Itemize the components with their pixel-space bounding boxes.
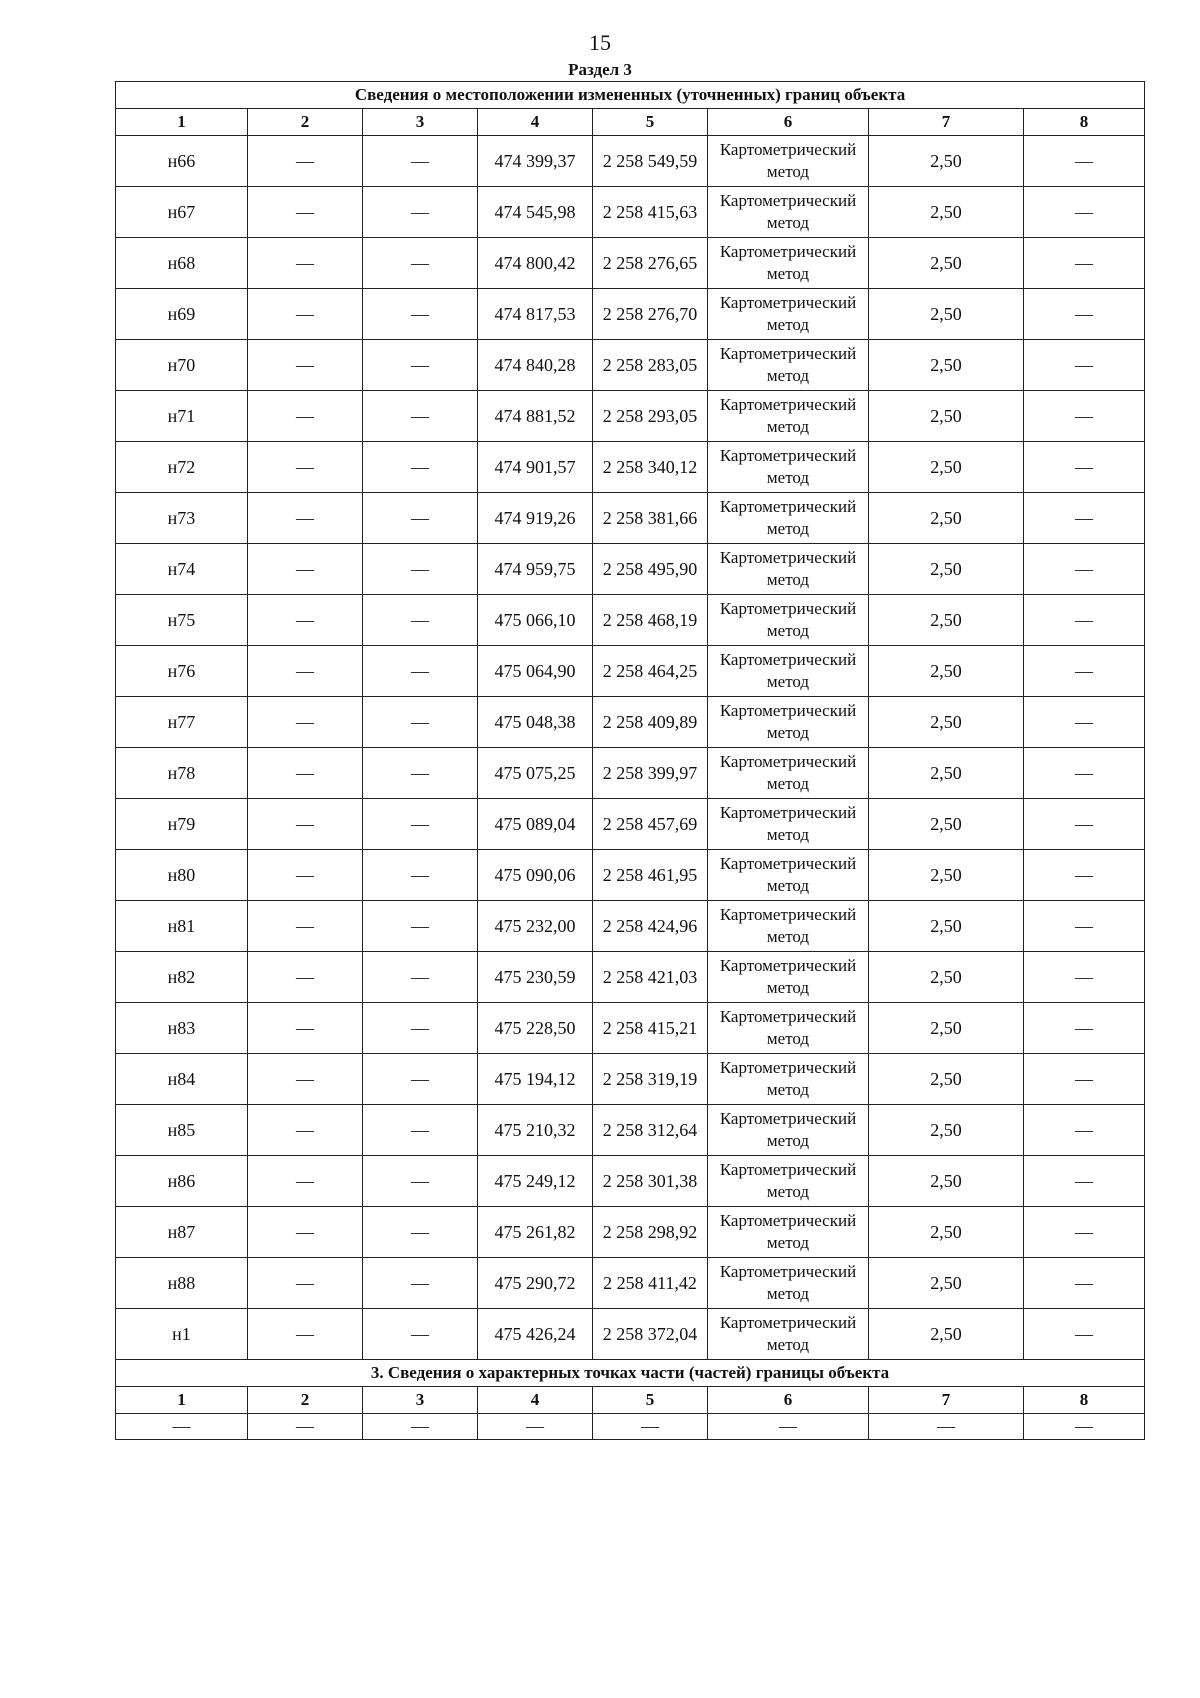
- empty-cell: —: [478, 1414, 593, 1440]
- accuracy-cell: 2,50: [869, 238, 1024, 289]
- column-2-cell: —: [248, 187, 363, 238]
- column-number: 8: [1024, 1387, 1145, 1414]
- x-coordinate-cell: 475 261,82: [478, 1207, 593, 1258]
- column-8-cell: —: [1024, 799, 1145, 850]
- column-8-cell: —: [1024, 1258, 1145, 1309]
- column-3-cell: —: [363, 850, 478, 901]
- column-3-cell: —: [363, 1258, 478, 1309]
- table-row: [116, 646, 1145, 697]
- y-coordinate-cell: 2 258 276,65: [593, 238, 708, 289]
- column-number: 8: [1024, 109, 1145, 136]
- table-row: [116, 1003, 1145, 1054]
- column-number: 3: [363, 1387, 478, 1414]
- column-8-cell: —: [1024, 952, 1145, 1003]
- accuracy-cell: 2,50: [869, 697, 1024, 748]
- column-3-cell: —: [363, 1054, 478, 1105]
- y-coordinate-cell: 2 258 411,42: [593, 1258, 708, 1309]
- point-name-cell: н68: [116, 238, 248, 289]
- table-row: [116, 1309, 1145, 1360]
- accuracy-cell: 2,50: [869, 1258, 1024, 1309]
- column-8-cell: —: [1024, 1003, 1145, 1054]
- accuracy-cell: 2,50: [869, 391, 1024, 442]
- method-cell: Картометрический метод: [708, 595, 869, 646]
- y-coordinate-cell: 2 258 301,38: [593, 1156, 708, 1207]
- method-cell: Картометрический метод: [708, 748, 869, 799]
- column-3-cell: —: [363, 544, 478, 595]
- x-coordinate-cell: 475 048,38: [478, 697, 593, 748]
- x-coordinate-cell: 474 901,57: [478, 442, 593, 493]
- y-coordinate-cell: 2 258 468,19: [593, 595, 708, 646]
- x-coordinate-cell: 474 817,53: [478, 289, 593, 340]
- column-3-cell: —: [363, 238, 478, 289]
- column-number: 6: [708, 109, 869, 136]
- x-coordinate-cell: 474 399,37: [478, 136, 593, 187]
- method-cell: Картометрический метод: [708, 1156, 869, 1207]
- section-heading: Раздел 3: [568, 60, 632, 79]
- y-coordinate-cell: 2 258 409,89: [593, 697, 708, 748]
- y-coordinate-cell: 2 258 421,03: [593, 952, 708, 1003]
- column-2-cell: —: [248, 1054, 363, 1105]
- table-row: [116, 391, 1145, 442]
- accuracy-cell: 2,50: [869, 1309, 1024, 1360]
- table-row: [116, 187, 1145, 238]
- column-2-cell: —: [248, 1309, 363, 1360]
- column-8-cell: —: [1024, 850, 1145, 901]
- table-row: [116, 850, 1145, 901]
- point-name-cell: н70: [116, 340, 248, 391]
- x-coordinate-cell: 475 090,06: [478, 850, 593, 901]
- table-row: [116, 901, 1145, 952]
- table-row: [116, 136, 1145, 187]
- column-2-cell: —: [248, 1207, 363, 1258]
- column-8-cell: —: [1024, 1105, 1145, 1156]
- part-section-title: 3. Сведения о характерных точках части (частей) границы объекта: [116, 1360, 1145, 1387]
- point-name-cell: н76: [116, 646, 248, 697]
- accuracy-cell: 2,50: [869, 646, 1024, 697]
- accuracy-cell: 2,50: [869, 799, 1024, 850]
- method-cell: Картометрический метод: [708, 187, 869, 238]
- x-coordinate-cell: 475 290,72: [478, 1258, 593, 1309]
- column-8-cell: —: [1024, 544, 1145, 595]
- column-number: 4: [478, 1387, 593, 1414]
- table-row: [116, 1207, 1145, 1258]
- method-cell: Картометрический метод: [708, 391, 869, 442]
- x-coordinate-cell: 475 064,90: [478, 646, 593, 697]
- accuracy-cell: 2,50: [869, 187, 1024, 238]
- column-3-cell: —: [363, 697, 478, 748]
- column-8-cell: —: [1024, 646, 1145, 697]
- point-name-cell: н75: [116, 595, 248, 646]
- column-2-cell: —: [248, 1105, 363, 1156]
- column-3-cell: —: [363, 595, 478, 646]
- column-3-cell: —: [363, 1105, 478, 1156]
- column-2-cell: —: [248, 493, 363, 544]
- page-number: 15: [589, 30, 611, 55]
- empty-cell: —: [248, 1414, 363, 1440]
- column-3-cell: —: [363, 1003, 478, 1054]
- column-2-cell: —: [248, 901, 363, 952]
- accuracy-cell: 2,50: [869, 1003, 1024, 1054]
- column-2-cell: —: [248, 1156, 363, 1207]
- table-row: [116, 697, 1145, 748]
- accuracy-cell: 2,50: [869, 136, 1024, 187]
- accuracy-cell: 2,50: [869, 901, 1024, 952]
- method-cell: Картометрический метод: [708, 1207, 869, 1258]
- x-coordinate-cell: 475 232,00: [478, 901, 593, 952]
- table-title: Сведения о местоположении измененных (уточненных) границ объекта: [116, 82, 1145, 109]
- accuracy-cell: 2,50: [869, 595, 1024, 646]
- accuracy-cell: 2,50: [869, 289, 1024, 340]
- point-name-cell: н1: [116, 1309, 248, 1360]
- column-8-cell: —: [1024, 442, 1145, 493]
- accuracy-cell: 2,50: [869, 1207, 1024, 1258]
- empty-cell: —: [869, 1414, 1024, 1440]
- point-name-cell: н71: [116, 391, 248, 442]
- method-cell: Картометрический метод: [708, 1054, 869, 1105]
- column-3-cell: —: [363, 901, 478, 952]
- method-cell: Картометрический метод: [708, 1105, 869, 1156]
- column-2-cell: —: [248, 595, 363, 646]
- table-row: [116, 238, 1145, 289]
- method-cell: Картометрический метод: [708, 544, 869, 595]
- x-coordinate-cell: 474 800,42: [478, 238, 593, 289]
- table-row: [116, 1105, 1145, 1156]
- x-coordinate-cell: 475 426,24: [478, 1309, 593, 1360]
- point-name-cell: н78: [116, 748, 248, 799]
- column-3-cell: —: [363, 1309, 478, 1360]
- column-2-cell: —: [248, 1003, 363, 1054]
- x-coordinate-cell: 475 210,32: [478, 1105, 593, 1156]
- column-8-cell: —: [1024, 595, 1145, 646]
- column-3-cell: —: [363, 493, 478, 544]
- point-name-cell: н73: [116, 493, 248, 544]
- table-row: [116, 544, 1145, 595]
- point-name-cell: н66: [116, 136, 248, 187]
- column-8-cell: —: [1024, 1156, 1145, 1207]
- column-8-cell: —: [1024, 901, 1145, 952]
- y-coordinate-cell: 2 258 381,66: [593, 493, 708, 544]
- column-3-cell: —: [363, 136, 478, 187]
- y-coordinate-cell: 2 258 276,70: [593, 289, 708, 340]
- column-3-cell: —: [363, 1207, 478, 1258]
- boundary-coordinates-table: [115, 81, 1145, 1440]
- column-8-cell: —: [1024, 289, 1145, 340]
- column-number: 6: [708, 1387, 869, 1414]
- table-row: [116, 493, 1145, 544]
- method-cell: Картометрический метод: [708, 340, 869, 391]
- column-2-cell: —: [248, 136, 363, 187]
- column-2-cell: —: [248, 544, 363, 595]
- point-name-cell: н88: [116, 1258, 248, 1309]
- method-cell: Картометрический метод: [708, 952, 869, 1003]
- accuracy-cell: 2,50: [869, 748, 1024, 799]
- table-row: [116, 289, 1145, 340]
- table-row: [116, 748, 1145, 799]
- x-coordinate-cell: 474 840,28: [478, 340, 593, 391]
- accuracy-cell: 2,50: [869, 1054, 1024, 1105]
- empty-cell: —: [708, 1414, 869, 1440]
- table-row: [116, 442, 1145, 493]
- column-2-cell: —: [248, 289, 363, 340]
- table-row: [116, 1258, 1145, 1309]
- y-coordinate-cell: 2 258 319,19: [593, 1054, 708, 1105]
- x-coordinate-cell: 475 228,50: [478, 1003, 593, 1054]
- column-3-cell: —: [363, 748, 478, 799]
- x-coordinate-cell: 475 075,25: [478, 748, 593, 799]
- accuracy-cell: 2,50: [869, 1105, 1024, 1156]
- method-cell: Картометрический метод: [708, 1258, 869, 1309]
- method-cell: Картометрический метод: [708, 289, 869, 340]
- column-8-cell: —: [1024, 238, 1145, 289]
- column-3-cell: —: [363, 391, 478, 442]
- x-coordinate-cell: 475 066,10: [478, 595, 593, 646]
- accuracy-cell: 2,50: [869, 850, 1024, 901]
- column-number: 2: [248, 109, 363, 136]
- column-3-cell: —: [363, 952, 478, 1003]
- column-2-cell: —: [248, 799, 363, 850]
- column-8-cell: —: [1024, 697, 1145, 748]
- column-number: 4: [478, 109, 593, 136]
- method-cell: Картометрический метод: [708, 697, 869, 748]
- accuracy-cell: 2,50: [869, 952, 1024, 1003]
- method-cell: Картометрический метод: [708, 493, 869, 544]
- y-coordinate-cell: 2 258 372,04: [593, 1309, 708, 1360]
- y-coordinate-cell: 2 258 312,64: [593, 1105, 708, 1156]
- point-name-cell: н79: [116, 799, 248, 850]
- table-row: [116, 952, 1145, 1003]
- column-2-cell: —: [248, 391, 363, 442]
- point-name-cell: н80: [116, 850, 248, 901]
- y-coordinate-cell: 2 258 424,96: [593, 901, 708, 952]
- table-row: [116, 1054, 1145, 1105]
- method-cell: Картометрический метод: [708, 442, 869, 493]
- x-coordinate-cell: 475 194,12: [478, 1054, 593, 1105]
- column-2-cell: —: [248, 697, 363, 748]
- column-2-cell: —: [248, 1258, 363, 1309]
- table-row: [116, 799, 1145, 850]
- part-column-number-row: [116, 1387, 1145, 1414]
- column-number: 5: [593, 109, 708, 136]
- column-number-row: [116, 109, 1145, 136]
- point-name-cell: н85: [116, 1105, 248, 1156]
- empty-cell: —: [116, 1414, 248, 1440]
- point-name-cell: н84: [116, 1054, 248, 1105]
- x-coordinate-cell: 474 881,52: [478, 391, 593, 442]
- x-coordinate-cell: 474 545,98: [478, 187, 593, 238]
- accuracy-cell: 2,50: [869, 442, 1024, 493]
- column-number: 7: [869, 109, 1024, 136]
- column-8-cell: —: [1024, 1054, 1145, 1105]
- column-2-cell: —: [248, 646, 363, 697]
- point-name-cell: н82: [116, 952, 248, 1003]
- column-number: 1: [116, 109, 248, 136]
- y-coordinate-cell: 2 258 549,59: [593, 136, 708, 187]
- column-2-cell: —: [248, 952, 363, 1003]
- column-3-cell: —: [363, 340, 478, 391]
- point-name-cell: н74: [116, 544, 248, 595]
- point-name-cell: н83: [116, 1003, 248, 1054]
- column-3-cell: —: [363, 187, 478, 238]
- column-8-cell: —: [1024, 1309, 1145, 1360]
- column-number: 3: [363, 109, 478, 136]
- column-8-cell: —: [1024, 748, 1145, 799]
- table-row: [116, 1414, 1145, 1440]
- method-cell: Картометрический метод: [708, 901, 869, 952]
- method-cell: Картометрический метод: [708, 1309, 869, 1360]
- column-3-cell: —: [363, 289, 478, 340]
- y-coordinate-cell: 2 258 464,25: [593, 646, 708, 697]
- x-coordinate-cell: 475 230,59: [478, 952, 593, 1003]
- point-name-cell: н81: [116, 901, 248, 952]
- point-name-cell: н72: [116, 442, 248, 493]
- column-3-cell: —: [363, 1156, 478, 1207]
- column-3-cell: —: [363, 646, 478, 697]
- accuracy-cell: 2,50: [869, 544, 1024, 595]
- column-3-cell: —: [363, 799, 478, 850]
- method-cell: Картометрический метод: [708, 799, 869, 850]
- column-8-cell: —: [1024, 187, 1145, 238]
- table-row: [116, 595, 1145, 646]
- column-8-cell: —: [1024, 340, 1145, 391]
- y-coordinate-cell: 2 258 415,63: [593, 187, 708, 238]
- column-2-cell: —: [248, 850, 363, 901]
- x-coordinate-cell: 474 919,26: [478, 493, 593, 544]
- column-number: 1: [116, 1387, 248, 1414]
- accuracy-cell: 2,50: [869, 340, 1024, 391]
- point-name-cell: н86: [116, 1156, 248, 1207]
- column-8-cell: —: [1024, 136, 1145, 187]
- y-coordinate-cell: 2 258 340,12: [593, 442, 708, 493]
- x-coordinate-cell: 475 089,04: [478, 799, 593, 850]
- y-coordinate-cell: 2 258 495,90: [593, 544, 708, 595]
- empty-cell: —: [363, 1414, 478, 1440]
- accuracy-cell: 2,50: [869, 493, 1024, 544]
- y-coordinate-cell: 2 258 293,05: [593, 391, 708, 442]
- empty-cell: —: [1024, 1414, 1145, 1440]
- column-2-cell: —: [248, 442, 363, 493]
- y-coordinate-cell: 2 258 283,05: [593, 340, 708, 391]
- column-number: 5: [593, 1387, 708, 1414]
- y-coordinate-cell: 2 258 457,69: [593, 799, 708, 850]
- x-coordinate-cell: 474 959,75: [478, 544, 593, 595]
- point-name-cell: н87: [116, 1207, 248, 1258]
- column-number: 2: [248, 1387, 363, 1414]
- empty-cell: —: [593, 1414, 708, 1440]
- method-cell: Картометрический метод: [708, 238, 869, 289]
- point-name-cell: н67: [116, 187, 248, 238]
- method-cell: Картометрический метод: [708, 1003, 869, 1054]
- column-3-cell: —: [363, 442, 478, 493]
- y-coordinate-cell: 2 258 461,95: [593, 850, 708, 901]
- column-2-cell: —: [248, 340, 363, 391]
- method-cell: Картометрический метод: [708, 136, 869, 187]
- x-coordinate-cell: 475 249,12: [478, 1156, 593, 1207]
- method-cell: Картометрический метод: [708, 646, 869, 697]
- table-row: [116, 1156, 1145, 1207]
- accuracy-cell: 2,50: [869, 1156, 1024, 1207]
- column-number: 7: [869, 1387, 1024, 1414]
- column-8-cell: —: [1024, 391, 1145, 442]
- column-8-cell: —: [1024, 1207, 1145, 1258]
- point-name-cell: н77: [116, 697, 248, 748]
- method-cell: Картометрический метод: [708, 850, 869, 901]
- y-coordinate-cell: 2 258 415,21: [593, 1003, 708, 1054]
- column-8-cell: —: [1024, 493, 1145, 544]
- table-row: [116, 340, 1145, 391]
- column-2-cell: —: [248, 748, 363, 799]
- point-name-cell: н69: [116, 289, 248, 340]
- column-2-cell: —: [248, 238, 363, 289]
- y-coordinate-cell: 2 258 298,92: [593, 1207, 708, 1258]
- y-coordinate-cell: 2 258 399,97: [593, 748, 708, 799]
